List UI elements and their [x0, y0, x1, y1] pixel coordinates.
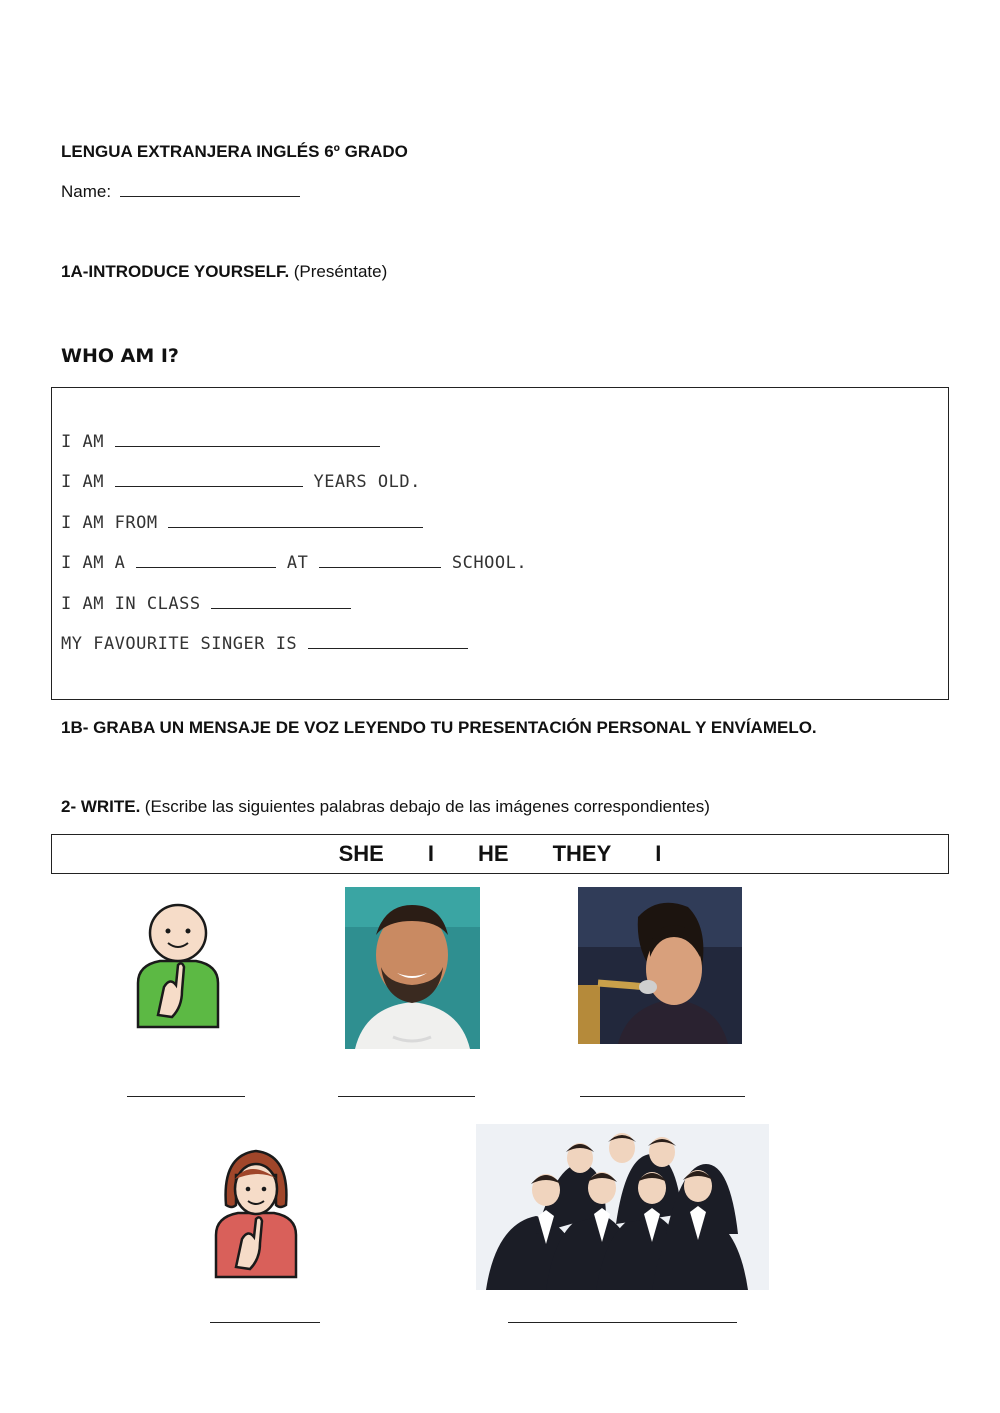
answer-blank-2[interactable] [338, 1096, 475, 1097]
exercise-1b-text: 1B- GRABA UN MENSAJE DE VOZ LEYENDO TU PRESENTACIÓN PERSONAL Y ENVÍAMELO. [61, 718, 817, 737]
name-blank[interactable] [120, 182, 300, 197]
word-bank-item: THEY [552, 841, 612, 866]
line-name-label: I AM [61, 432, 104, 452]
answer-blank-5[interactable] [508, 1322, 737, 1323]
name-label: Name: [61, 182, 112, 201]
answer-blank-4[interactable] [210, 1322, 320, 1323]
exercise-1a-hint: (Preséntate) [293, 262, 388, 281]
exercise-2-number: 2- WRITE. [61, 797, 141, 816]
line-singer-label: MY FAVOURITE SINGER IS [61, 634, 298, 654]
word-bank-item: I [655, 841, 662, 866]
line-age-blank[interactable] [115, 472, 303, 487]
line-school-blank-1[interactable] [136, 553, 276, 568]
line-age [61, 472, 421, 492]
line-class-blank[interactable] [211, 594, 351, 609]
line-name-blank[interactable] [115, 432, 380, 447]
woman-singing-photo [578, 887, 742, 1044]
line-class [61, 594, 351, 614]
line-school-suffix: SCHOOL. [451, 553, 528, 573]
smiling-man-photo [345, 887, 480, 1049]
line-school [61, 553, 527, 573]
line-class-label: I AM IN CLASS [61, 594, 201, 614]
line-singer-blank[interactable] [308, 634, 468, 649]
exercise-1a-heading [61, 262, 387, 282]
line-name [61, 432, 380, 452]
name-row [61, 182, 300, 202]
music-group-photo [476, 1124, 769, 1290]
word-bank-item: SHE [338, 841, 384, 866]
girl-pointing-self-icon [210, 1145, 302, 1280]
line-age-suffix: YEARS OLD. [313, 472, 421, 492]
exercise-1a-number: 1A-INTRODUCE YOURSELF. [61, 262, 290, 281]
line-from-label: I AM FROM [61, 513, 158, 533]
line-from [61, 513, 423, 533]
answer-blank-1[interactable] [127, 1096, 245, 1097]
boy-pointing-self-icon [130, 895, 226, 1030]
exercise-2-heading [61, 797, 710, 817]
answer-blank-3[interactable] [580, 1096, 745, 1097]
line-age-label: I AM [61, 472, 104, 492]
word-bank-item: HE [478, 841, 509, 866]
who-am-i-title: WHO AM I? [61, 345, 179, 367]
exercise-2-hint: (Escribe las siguientes palabras debajo de las imágenes correspondientes) [144, 797, 710, 816]
word-bank [51, 834, 949, 874]
line-school-label: I AM A [61, 553, 126, 573]
line-singer [61, 634, 468, 654]
line-school-middle: AT [286, 553, 309, 573]
line-from-blank[interactable] [168, 513, 423, 528]
line-school-blank-2[interactable] [319, 553, 441, 568]
worksheet-title: LENGUA EXTRANJERA INGLÉS 6º GRADO [61, 142, 408, 161]
word-bank-item: I [427, 841, 434, 866]
